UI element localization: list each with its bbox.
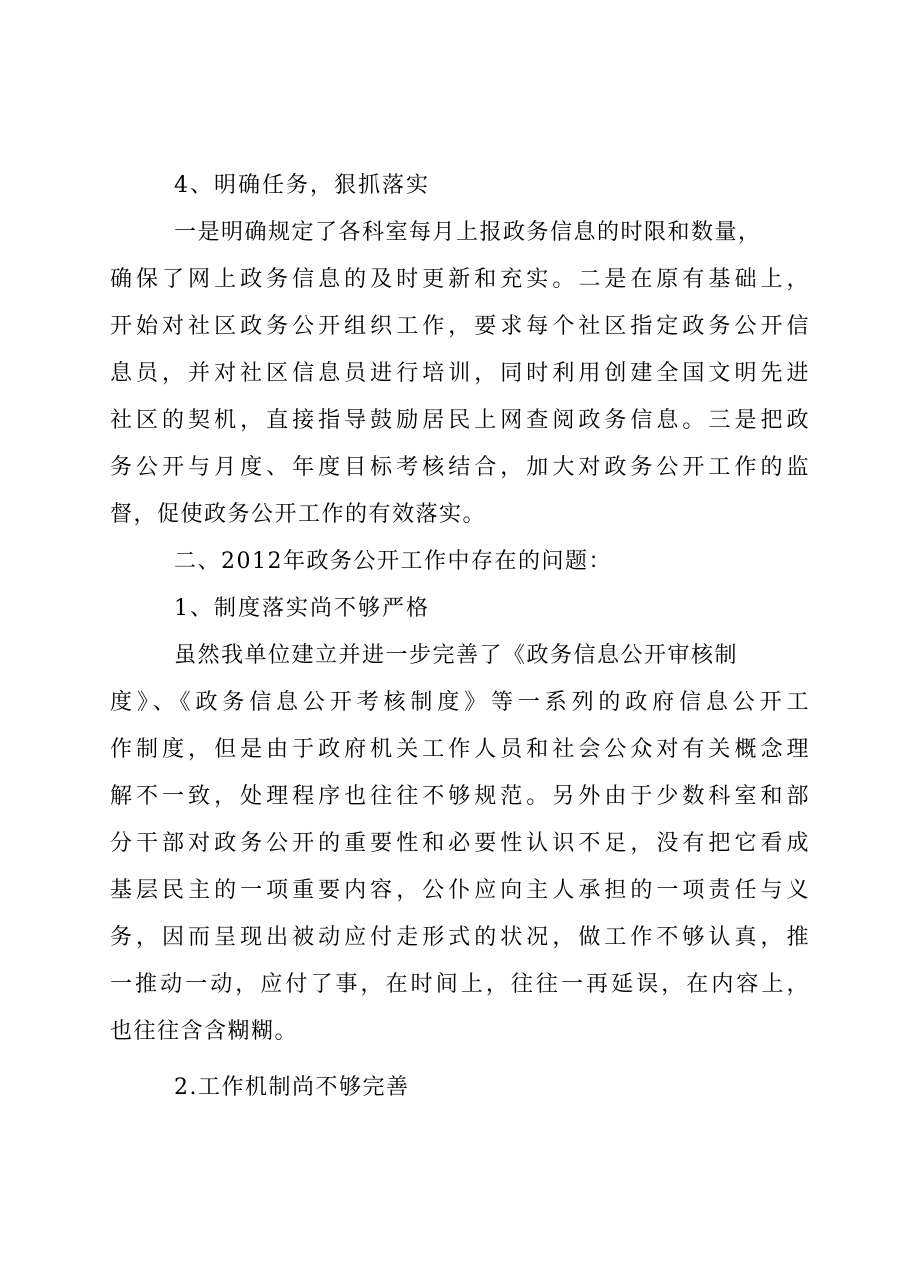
paragraph-line [110, 444, 810, 491]
paragraph-line [110, 726, 810, 773]
paragraph-line-text: 基层民主的一项重要内容，公仆应向主人承担的一项责任与义 [110, 878, 810, 903]
paragraph-tasks [110, 209, 810, 538]
section-heading-1: 1、制度落实尚不够严格 [174, 596, 430, 621]
paragraph-line-text: 开始对社区政务公开组织工作，要求每个社区指定政务公开信 [110, 314, 810, 339]
paragraph-line [110, 397, 810, 444]
paragraph-line [110, 303, 810, 350]
paragraph-line: 督，促使政务公开工作的有效落实。 [110, 502, 487, 527]
paragraph-line-text: 务公开与月度、年度目标考核结合，加大对政务公开工作的监 [110, 455, 810, 480]
paragraph-line: 也往往含含糊糊。 [110, 1019, 299, 1044]
paragraph-line: 虽然我单位建立并进一步完善了《政务信息公开审核制 [174, 643, 739, 668]
paragraph-system [110, 632, 810, 1055]
paragraph-line-text: 务，因而呈现出被动应付走形式的状况，做工作不够认真，推 [110, 925, 810, 950]
paragraph-line-text: 息员，并对社区信息员进行培训，同时利用创建全国文明先进 [110, 361, 810, 386]
section-heading-2: 2.工作机制尚不够完善 [174, 1075, 410, 1100]
paragraph-line-text: 度》、《政务信息公开考核制度》等一系列的政府信息公开工 [110, 690, 810, 715]
spacer [110, 1055, 810, 1064]
paragraph-line-text: 确保了网上政务信息的及时更新和充实。二是在原有基础上， [110, 267, 810, 292]
paragraph-line-text: 分干部对政务公开的重要性和必要性认识不足，没有把它看成 [110, 831, 810, 856]
paragraph-line [110, 867, 810, 914]
paragraph-line [110, 773, 810, 820]
paragraph-line [110, 820, 810, 867]
paragraph-line-text: 作制度，但是由于政府机关工作人员和社会公众对有关概念理 [110, 737, 810, 762]
section-heading-4: 4、明确任务，狠抓落实 [174, 173, 430, 198]
paragraph-line [110, 961, 810, 1008]
document-body [110, 162, 810, 1111]
paragraph-line-text: 一推动一动，应付了事，在时间上，往往一再延误，在内容上， [110, 972, 810, 997]
paragraph-line-text: 社区的契机，直接指导鼓励居民上网查阅政务信息。三是把政 [110, 408, 810, 433]
paragraph-line [110, 350, 810, 397]
paragraph-line-text: 解不一致，处理程序也往往不够规范。另外由于少数科室和部 [110, 784, 810, 809]
paragraph-line [110, 256, 810, 303]
paragraph-line: 一是明确规定了各科室每月上报政务信息的时限和数量， [174, 220, 762, 245]
section-heading-problems: 二、2012年政务公开工作中存在的问题： [174, 549, 612, 574]
paragraph-line [110, 914, 810, 961]
paragraph-line [110, 679, 810, 726]
